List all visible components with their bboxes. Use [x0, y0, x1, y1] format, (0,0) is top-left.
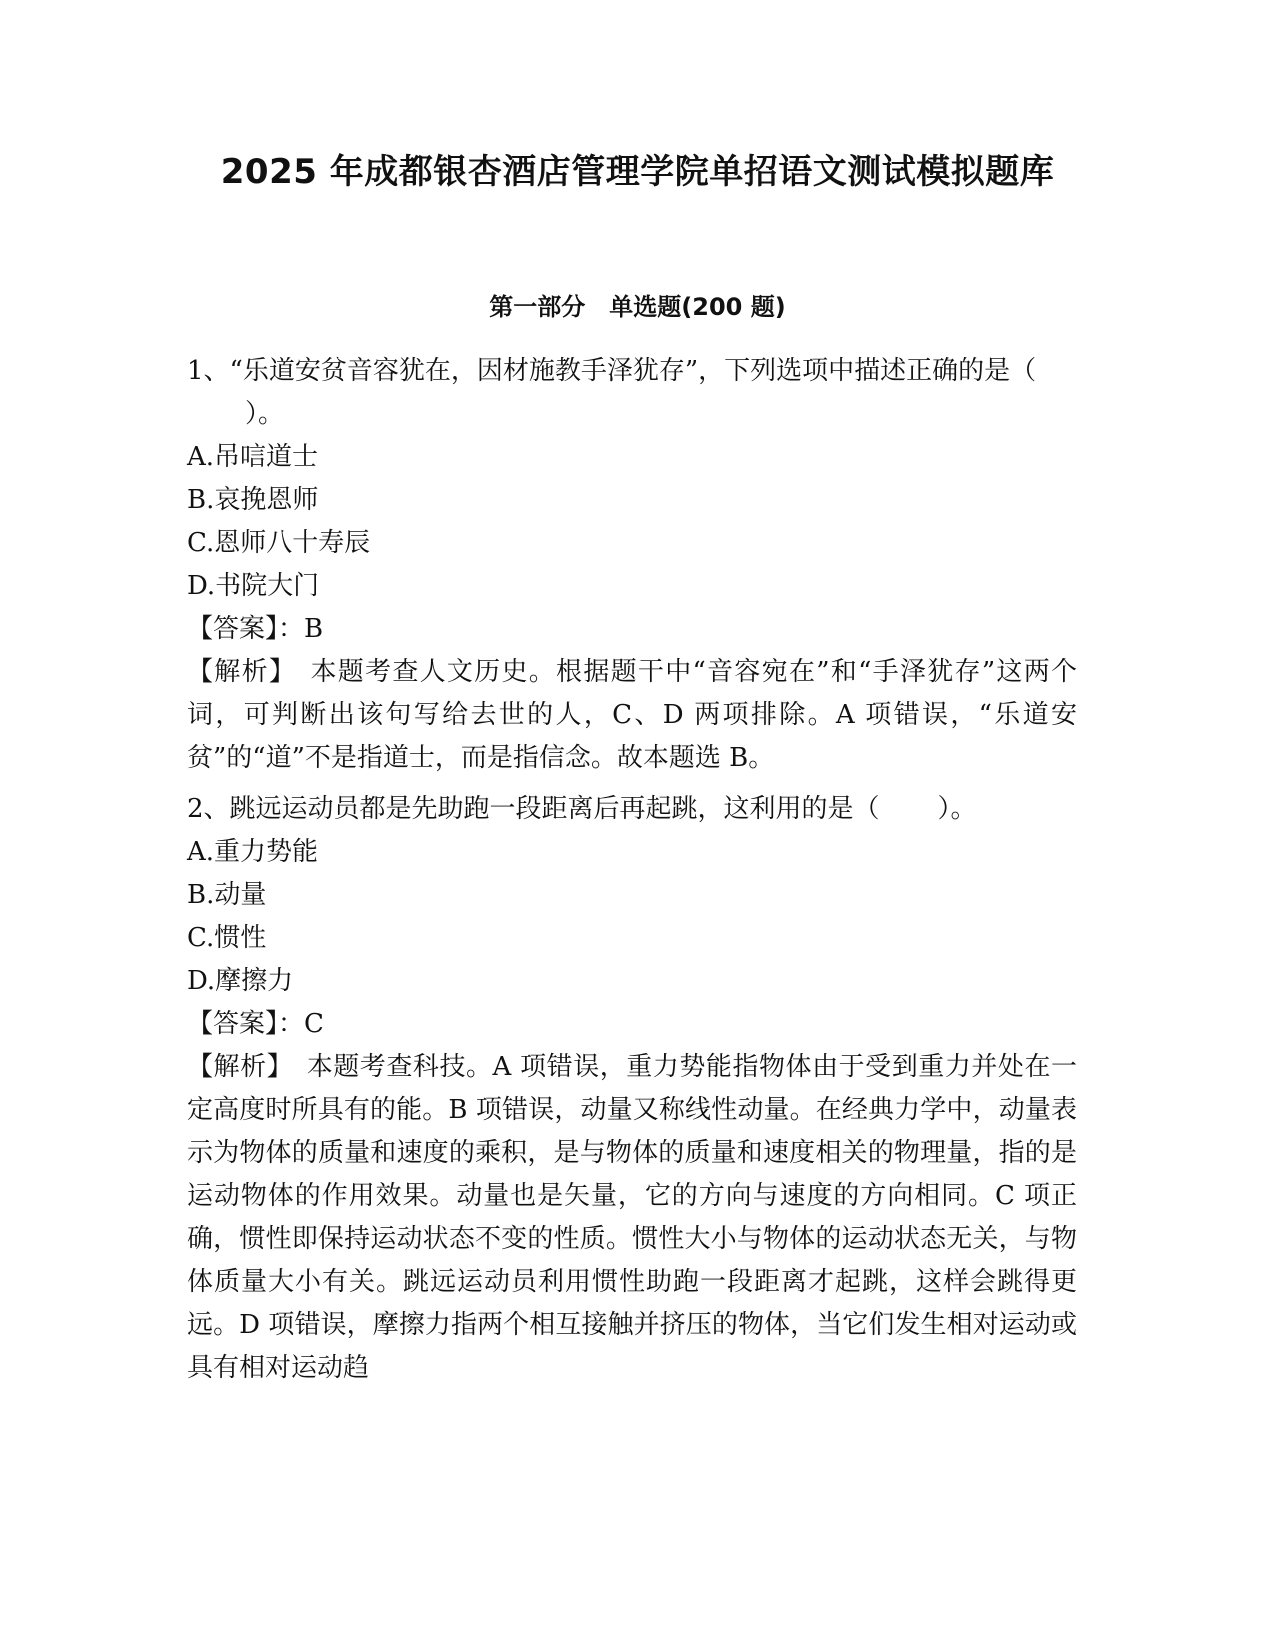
option-a: A.吊唁道士 — [187, 442, 319, 472]
question-stem-text: 1、“乐道安贫音容犹在，因材施教手泽犹存”，下列选项中描述正确的是（ — [187, 356, 1037, 386]
question-list — [187, 350, 1077, 1398]
question-stem — [187, 788, 1077, 831]
question-stem — [187, 350, 1077, 436]
explanation: 【解析】 本题考查人文历史。根据题干中“音容宛在”和“手泽犹存”这两个词，可判断出该句写给去世的人，C、D 两项排除。A 项错误，“乐道安贫”的“道”不是指道士，而是指信念。故本题选 B。 — [187, 657, 1077, 773]
question-1 — [187, 350, 1077, 780]
document-title: 2025 年成都银杏酒店管理学院单招语文测试模拟题库 — [220, 152, 1055, 192]
option-b: B.动量 — [187, 880, 267, 910]
option-d: D.摩擦力 — [187, 966, 294, 996]
section-title: 第一部分 单选题(200 题) — [489, 293, 786, 321]
option-a: A.重力势能 — [187, 837, 319, 867]
question-stem-end: ）。 — [245, 399, 285, 429]
answer-line: 【答案】：C — [187, 1009, 324, 1039]
option-b: B.哀挽恩师 — [187, 485, 319, 515]
question-2 — [187, 788, 1077, 1390]
question-stem-end: ）。 — [937, 794, 977, 824]
answer-line: 【答案】：B — [187, 614, 324, 644]
option-c: C.惯性 — [187, 923, 267, 953]
option-d: D.书院大门 — [187, 571, 320, 601]
option-c: C.恩师八十寿辰 — [187, 528, 371, 558]
explanation: 【解析】 本题考查科技。A 项错误，重力势能指物体由于受到重力并处在一定高度时所具有的能。B 项错误，动量又称线性动量。在经典力学中，动量表示为物体的质量和速度的乘积，是与物体的质量和速度相关的物理量，指的是运动物体的作用效果。动量也是矢量，它的方向与速度的方向相同。C 项正确，惯性即保持运动状态不变的性质。惯性大小与物体的运动状态无关，与物体质量大小有关。跳远运动员利用惯性助跑一段距离才起跳，这样会跳得更远。D 项错误，摩擦力指两个相互接触并挤压的物体，当它们发生相对运动或具有相对运动趋 — [187, 1052, 1077, 1383]
question-stem-text: 2、跳远运动员都是先助跑一段距离后再起跳，这利用的是（ — [187, 794, 880, 824]
